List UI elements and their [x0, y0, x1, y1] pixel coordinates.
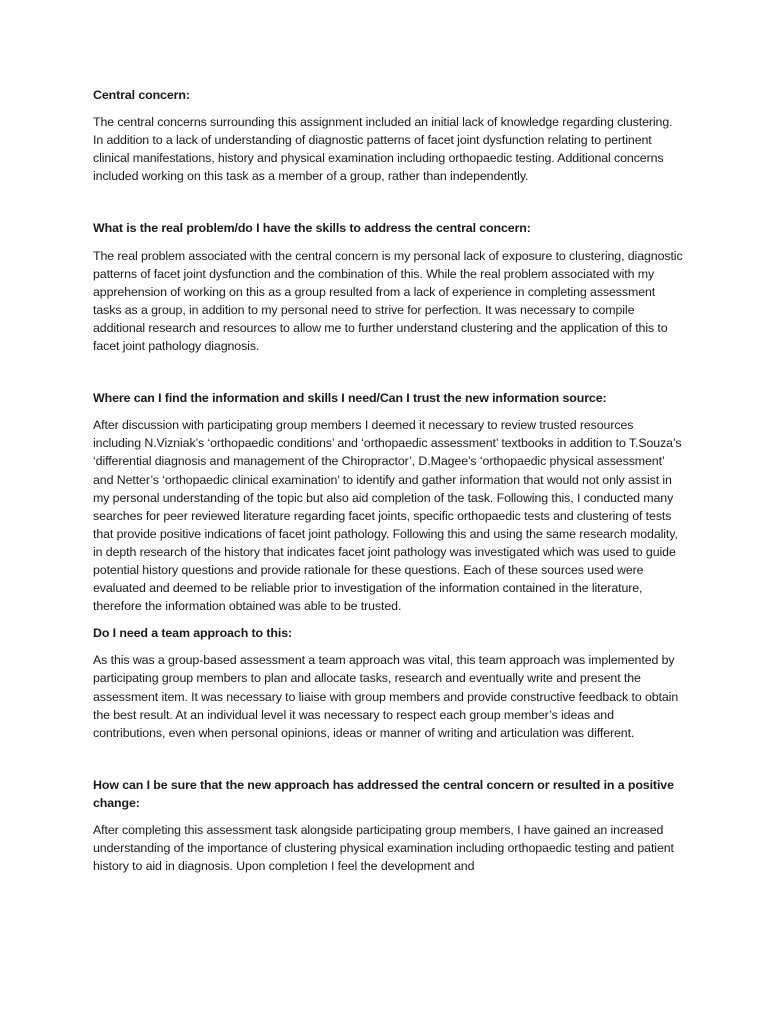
section-body-real-problem: The real problem associated with the central concern is my personal lack of exposure to clustering, diagnostic patterns of facet joint dysfunction and the combination of this. While the real problem associated with my apprehension of working on this as a group resulted from a lack of experience in completing assessment tasks as a group, in addition to my personal need to strive for perfection. It was necessary to compile additional research and resources to allow me to further understand clustering and the application of this to facet joint pathology diagnosis.: [93, 248, 683, 354]
section-body-information-sources: After discussion with participating group members I deemed it necessary to review trusted resources including N.Vizniak’s ‘orthopaedic conditions’ and ‘orthopaedic assessment’ textbooks in addition to T.Souza’s ‘differential diagnosis and management of the Chiropractor’, D.Magee’s ‘orthopaedic physical assessment’ and Netter’s ‘orthopaedic clinical examination’ to identify and gather information that would not only assist in my personal understanding of the topic but also aid completion of the task. Following this, I conducted many searches for peer reviewed literature regarding facet joints, specific orthopaedic tests and clustering of tests that provide positive indications of facet joint pathology. Following this and using the same research modality, in depth research of the history that indicates facet joint pathology was investigated which was used to guide potential history questions and provide rationale for these questions. Each of these sources used were evaluated and deemed to be reliable prior to investigation of the information contained in the literature, therefore the information obtained was able to be trusted.: [93, 418, 682, 614]
section-heading-information-sources: Where can I find the information and skills I need/Can I trust the new information source:: [93, 391, 607, 406]
section-heading-team-approach: Do I need a team approach to this:: [93, 626, 293, 641]
section-body-central-concern: The central concerns surrounding this assignment included an initial lack of knowledge regarding clustering. In addition to a lack of understanding of diagnostic patterns of facet joint dysfunction relating to pertinent clinical manifestations, history and physical examination including orthopaedic testing. Additional concerns included working on this task as a member of a group, rather than independently.: [93, 115, 673, 184]
document-page: [93, 86, 683, 875]
section-body-team-approach: As this was a group-based assessment a team approach was vital, this team approach was implemented by participating group members to plan and allocate tasks, research and eventually write and present the assessment item. It was necessary to liaise with group members and provide constructive feedback to obtain the best result. At an individual level it was necessary to respect each group member’s ideas and contributions, even when personal opinions, ideas or manner of writing and articulation was different.: [93, 653, 679, 740]
section-body-positive-change: After completing this assessment task alongside participating group members, I have gained an increased understanding of the importance of clustering physical examination including orthopaedic testing and patient history to aid in diagnosis. Upon completion I feel the development and: [93, 823, 674, 874]
section-heading-central-concern: Central concern:: [93, 88, 190, 102]
section-heading-positive-change: How can I be sure that the new approach has addressed the central concern or resulted in a positive change:: [93, 777, 674, 810]
section-heading-real-problem: What is the real problem/do I have the skills to address the central concern:: [93, 221, 531, 236]
